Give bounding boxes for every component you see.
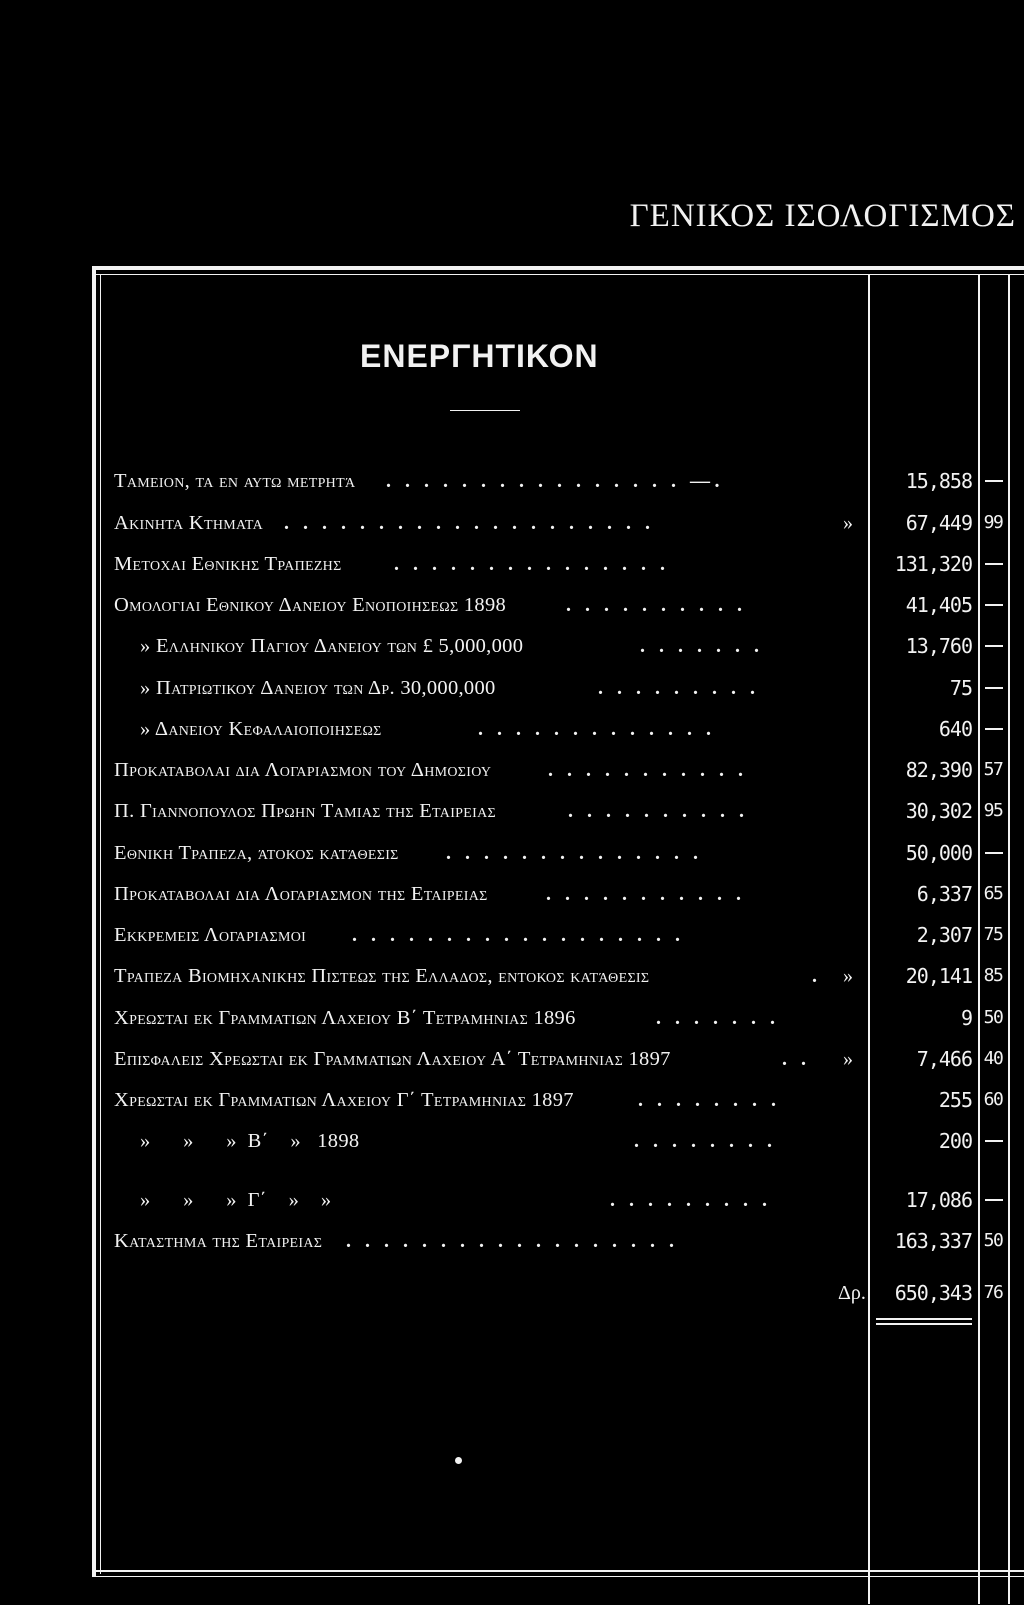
ledger-row (0, 468, 1024, 508)
row-label: » Πατριωτικου Δανειου των Δρ. 30,000,000 (140, 677, 496, 699)
row-amount: 2,307 (916, 923, 972, 947)
total-row (0, 1280, 1024, 1320)
section-heading: ΕΝΕΡΓΗΤΙΚΟΝ (360, 338, 599, 374)
dot-leader: . . . . . . . . . . (566, 594, 747, 616)
ledger-row (0, 1005, 1024, 1045)
dot-leader: . . . . . . . . . . . . . . . . —. (386, 470, 724, 492)
row-cents: 99 (983, 512, 1003, 533)
ledger-row (0, 1228, 1024, 1268)
total-currency: Δρ. (838, 1282, 866, 1304)
ledger-row (0, 1087, 1024, 1127)
row-cents: 95 (983, 800, 1003, 821)
total-cents: 76 (983, 1282, 1003, 1303)
row-marker: » (843, 1048, 853, 1070)
row-label: Χρεωσται εκ Γραμματιων Λαχειου Β΄ Τετραμηνιας 1896 (114, 1007, 576, 1029)
ledger-row (0, 592, 1024, 632)
row-marker: » (843, 512, 853, 534)
ledger-row (0, 716, 1024, 756)
row-amount: 7,466 (916, 1047, 972, 1071)
row-amount: 200 (938, 1129, 972, 1153)
row-label: Επισφαλεις Χρεωσται εκ Γραμματιων Λαχειου Α΄ Τετραμηνιας 1897 (114, 1048, 671, 1070)
ledger-row (0, 510, 1024, 550)
row-label: Τραπεζα Βιομηχανικης Πιστεως της Ελλαδος, εντοκος κατάθεσις (114, 965, 650, 987)
dot-leader: . . . . . . . . . (598, 677, 760, 699)
row-amount: 20,141 (905, 964, 972, 988)
row-amount: 15,858 (905, 469, 972, 493)
row-label: » Δανειου Κεφαλαιοποιησεως (140, 718, 382, 740)
row-amount: 6,337 (916, 882, 972, 906)
bottom-rule-thin (92, 1576, 1024, 1577)
row-label: Ομολογιαι Εθνικου Δανειου Ενοποιησεως 1898 (114, 594, 507, 616)
row-amount: 9 (960, 1006, 972, 1030)
top-rule-thin (92, 274, 1024, 275)
row-cents: 65 (983, 883, 1003, 904)
dot-leader: . . . . . . . . . . . . . . . (394, 553, 670, 575)
dot-leader: . . . . . . . . . . (568, 800, 749, 822)
dot-leader: . . . . . . . . (638, 1089, 781, 1111)
ledger-row (0, 798, 1024, 838)
row-label: Προκαταβολαι δια Λογαριασμον της Εταιρειας (114, 883, 488, 905)
row-label: Ακινητα Κτηματα (114, 512, 263, 534)
dot-leader: . . . . . . . . . (610, 1189, 772, 1211)
row-label: Καταστημα της Εταιρειας (114, 1230, 323, 1252)
ledger-row (0, 881, 1024, 921)
row-amount: 163,337 (894, 1229, 972, 1253)
dot-leader: . . . . . . . . (634, 1130, 777, 1152)
row-label: Εκκρεμεις Λογαριασμοι (114, 924, 307, 946)
row-cents: 75 (983, 924, 1003, 945)
ledger-row (0, 551, 1024, 591)
cents-dash (985, 1199, 1003, 1201)
dot-leader: . . . . . . . . . . . . . . . . . . . . (284, 512, 655, 534)
dot-leader: . . . . . . . . . . . . . . . . . . (352, 924, 685, 946)
row-amount: 30,302 (905, 799, 972, 823)
row-label: Ταμειον, τα εν αυτω μετρητά (114, 470, 356, 492)
dot-leader: . . . . . . . (656, 1007, 780, 1029)
row-label: » » » Β΄ » 1898 (140, 1130, 360, 1152)
dot-leader: . . . . . . . (640, 635, 764, 657)
row-cents: 50 (983, 1230, 1003, 1251)
row-label: Χρεωσται εκ Γραμματιων Λαχειου Γ΄ Τετραμηνιας 1897 (114, 1089, 574, 1111)
row-label: Εθνικη Τραπεζα, άτοκος κατάθεσις (114, 842, 399, 864)
row-amount: 131,320 (894, 552, 972, 576)
cents-dash (985, 604, 1003, 606)
row-amount: 50,000 (905, 841, 972, 865)
left-border (92, 266, 96, 1576)
row-amount: 67,449 (905, 511, 972, 535)
dot-leader: . . . . . . . . . . . . . . . . . . (346, 1230, 679, 1252)
ledger-row (0, 633, 1024, 673)
cents-dash (985, 563, 1003, 565)
row-cents: 57 (983, 759, 1003, 780)
row-amount: 255 (938, 1088, 972, 1112)
heading-underline (450, 410, 520, 411)
row-marker: » (843, 965, 853, 987)
dot-leader: . . . . . . . . . . . . . (478, 718, 716, 740)
ledger-row (0, 1046, 1024, 1086)
dot-leader: . . . . . . . . . . . . . . (446, 842, 703, 864)
dot-leader: . . (782, 1048, 811, 1070)
row-label: Προκαταβολαι δια Λογαριασμον του Δημοσιου (114, 759, 492, 781)
total-double-rule-lower (876, 1323, 972, 1325)
row-label: » » » Γ΄ » » (140, 1189, 332, 1211)
top-rule (92, 266, 1024, 270)
row-label: Π. Γιαννοπουλος Πρωην Ταμιας της Εταιρειας (114, 800, 496, 822)
row-cents: 50 (983, 1007, 1003, 1028)
ledger-row (0, 922, 1024, 962)
dot-leader: . . . . . . . . . . . (548, 759, 748, 781)
ledger-row (0, 963, 1024, 1003)
ledger-row (0, 840, 1024, 880)
page-title: ΓΕΝΙΚΟΣ ΙΣΟΛΟΓΙΣΜΟΣ (629, 198, 1016, 234)
row-cents: 85 (983, 965, 1003, 986)
cents-dash (985, 852, 1003, 854)
row-label: » Ελληνικου Παγιου Δανειου των £ 5,000,000 (140, 635, 524, 657)
total-amount: 650,343 (894, 1281, 972, 1305)
ink-dot (455, 1457, 462, 1464)
row-amount: 75 (949, 676, 972, 700)
row-cents: 40 (983, 1048, 1003, 1069)
dot-leader: . . . . . . . . . . . (546, 883, 746, 905)
cents-dash (985, 480, 1003, 482)
row-amount: 41,405 (905, 593, 972, 617)
cents-dash (985, 728, 1003, 730)
row-label: Μετοχαι Εθνικης Τραπεζης (114, 553, 342, 575)
row-amount: 640 (938, 717, 972, 741)
dot-leader: . (812, 965, 822, 987)
cents-dash (985, 645, 1003, 647)
cents-dash (985, 1140, 1003, 1142)
ledger-row (0, 757, 1024, 797)
bottom-rule (92, 1570, 1024, 1572)
ledger-row (0, 1187, 1024, 1227)
row-cents: 60 (983, 1089, 1003, 1110)
cents-dash (985, 687, 1003, 689)
ledger-row (0, 675, 1024, 715)
row-amount: 17,086 (905, 1188, 972, 1212)
row-amount: 13,760 (905, 634, 972, 658)
ledger-row (0, 1128, 1024, 1168)
row-amount: 82,390 (905, 758, 972, 782)
